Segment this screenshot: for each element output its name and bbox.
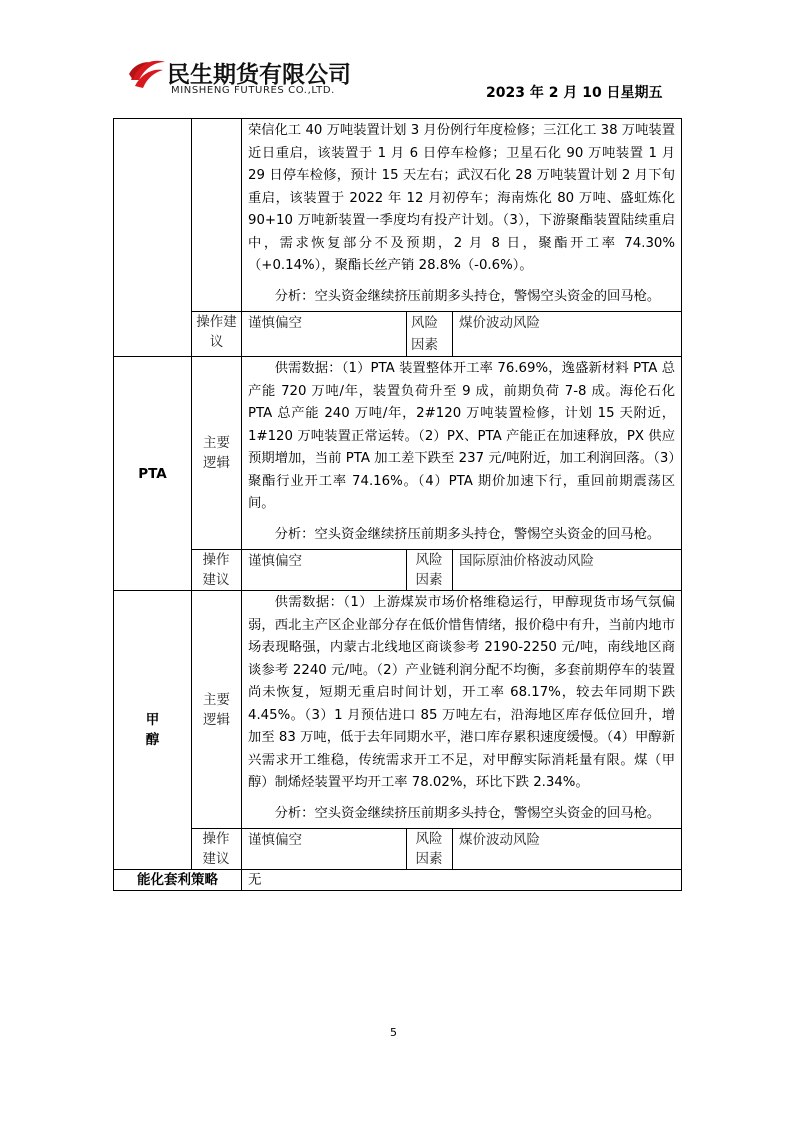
company-name-en: MINSHENG FUTURES CO.,LTD. (171, 85, 335, 96)
logic-label: 主要逻辑 (192, 357, 242, 550)
logic-label: 主要逻辑 (192, 591, 242, 829)
risk-value: 国际原油价格波动风险 (453, 550, 682, 591)
operation-row (114, 312, 682, 357)
company-logo (127, 52, 367, 100)
risk-value: 煤价波动风险 (453, 829, 682, 870)
operation-value: 谨慎偏空 (242, 312, 407, 357)
logic-paragraph: 荣信化工 40 万吨装置计划 3 月份例行年度检修；三江化工 38 万吨装置近日重启，该装置于 1 月 6 日停车检修；卫星石化 90 万吨装置 1 月 29 日停车检修，预计 15 天左右；武汉石化 28 万吨装置计划 2 月下旬重启，该装置于 2022 年 12 月初停车；海南炼化 80 万吨、盛虹炼化 90+10 万吨新装置一季度均有投产计划。（3），下游聚酯装置陆续重启中，需求恢复部分不及预期，2 月 8 日，聚酯开工率 74.30%（+0.14%），聚酯长丝产销 28.8%（-0.6%）。 (248, 123, 676, 273)
logic-label (192, 119, 242, 312)
analysis-paragraph: 分析：空头资金继续挤压前期多头持仓，警惕空头资金的回马枪。 (274, 805, 661, 821)
arbitrage-value: 无 (242, 870, 682, 891)
report-date: 2023 年 2 月 10 日星期五 (486, 85, 663, 101)
minsheng-logo-icon (127, 54, 167, 94)
operation-label: 操作建议 (192, 550, 242, 591)
operation-value: 谨慎偏空 (242, 829, 407, 870)
operation-row (114, 550, 682, 591)
risk-label: 风险因素 (407, 550, 453, 591)
arbitrage-row (114, 870, 682, 891)
logic-paragraph: 供需数据：（1）上游煤炭市场价格维稳运行，甲醇现货市场气氛偏弱，西北主产区企业部分存在低价惜售情绪，报价稳中有升，当前内地市场表现略强，内蒙古北线地区商谈参考 2190-2250 元/吨，南线地区商谈参考 2240 元/吨。（2）产业链利润分配不均衡，多套前期停车的装置尚未恢复，短期无重启时间计划，开工率 68.17%，较去年同期下跌 4.45%。（3）1 月预估进口 85 万吨左右，沿海地区库存低位回升，增加至 83 万吨，低于去年同期水平，港口库存累积速度缓慢。（4）甲醇新兴需求开工维稳，传统需求开工不足，对甲醇实际消耗量有限。煤（甲醇）制烯烃装置平均开工率 78.02%，环比下跌 2.34%。 (248, 595, 676, 790)
operation-label: 操作建议 (192, 829, 242, 870)
report-table (113, 118, 682, 891)
risk-label: 风险因素 (407, 312, 453, 357)
company-name-cn: 民生期货有限公司 (167, 62, 351, 88)
page-number: 5 (390, 1026, 397, 1039)
section-row-pta (114, 357, 682, 550)
analysis-paragraph: 分析：空头资金继续挤压前期多头持仓，警惕空头资金的回马枪。 (274, 526, 661, 542)
section-row-continued (114, 119, 682, 312)
risk-value: 煤价波动风险 (453, 312, 682, 357)
analysis-paragraph: 分析：空头资金继续挤压前期多头持仓，警惕空头资金的回马枪。 (274, 288, 661, 304)
arbitrage-label: 能化套利策略 (114, 870, 242, 891)
risk-label: 风险因素 (407, 829, 453, 870)
section-name (114, 119, 192, 357)
section-name-methanol: 甲醇 (114, 591, 192, 870)
operation-label: 操作建议 (192, 312, 242, 357)
logic-content (242, 591, 682, 829)
logic-content (242, 119, 682, 312)
logic-paragraph: 供需数据：（1）PTA 装置整体开工率 76.69%，逸盛新材料 PTA 总产能 720 万吨/年，装置负荷升至 9 成，前期负荷 7-8 成。海伦石化 PTA 总产能 240 万吨/年，2#120 万吨装置检修，计划 15 天附近，1#120 万吨装置正常运转。（2）PX、PTA 产能正在加速释放，PX 供应预期增加，当前 PTA 加工差下跌至 237 元/吨附近，加工利润回落。（3）聚酯行业开工率 74.16%。（4）PTA 期价加速下行，重回前期震荡区间。 (248, 361, 676, 511)
logic-content (242, 357, 682, 550)
operation-row (114, 829, 682, 870)
section-row-methanol (114, 591, 682, 829)
operation-value: 谨慎偏空 (242, 550, 407, 591)
section-name-pta: PTA (114, 357, 192, 591)
